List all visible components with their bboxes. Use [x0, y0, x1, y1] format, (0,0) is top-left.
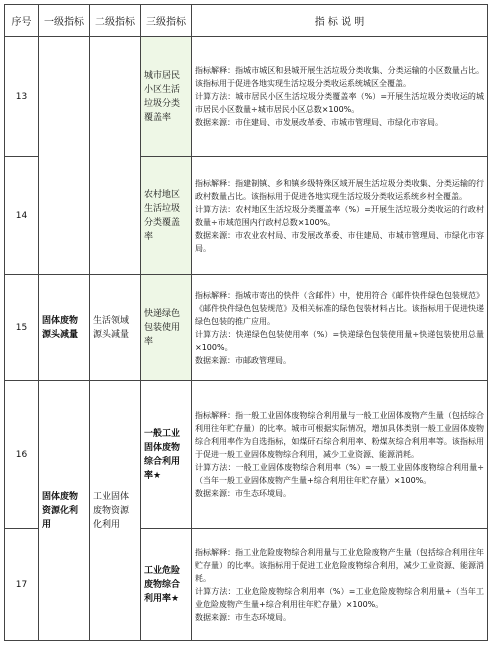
row-level1 — [39, 37, 90, 275]
desc-source: 数据来源：市邮政管理局。 — [195, 355, 291, 365]
row-description — [192, 275, 488, 381]
row-level1: 固体废物资源化利用 — [39, 381, 90, 641]
row-level1: 固体废物源头减量 — [39, 275, 90, 381]
desc-method: 计算方法：快递绿色包装使用率（%）=快递绿色包装使用量÷快递包装使用总量×100%。 — [195, 329, 484, 352]
indicator-table — [4, 4, 488, 641]
desc-method: 计算方法：城市居民小区生活垃圾分类覆盖率（%）=开展生活垃圾分类收运的城市居民小区数量÷城市居民小区总数×100%。 — [195, 92, 484, 114]
desc-source: 数据来源：市农业农村局、市发展改革委、市住建局、市城市管理局、市绿化市容局。 — [195, 230, 484, 253]
header-level2: 二级指标 — [90, 5, 141, 37]
desc-explain: 指标解释：指工业危险废物综合利用量与工业危险废物产生量（包括综合利用往年贮存量）的比率。该指标用于促进工业危险废物综合利用，减少工业资源、能源消耗。 — [195, 547, 484, 583]
row-seq: 14 — [5, 157, 39, 275]
desc-source: 数据来源：市住建局、市发展改革委、市城市管理局、市绿化市容局。 — [195, 118, 443, 127]
row-level3: 一般工业固体废物综合利用率★ — [141, 381, 192, 529]
desc-method: 计算方法：农村地区生活垃圾分类覆盖率（%）=开展生活垃圾分类收运的行政村数量÷市域范围内行政村总数×100%。 — [195, 204, 484, 227]
desc-source: 数据来源：市生态环境局。 — [195, 612, 291, 622]
row-level2: 工业固体废物资源化利用 — [90, 381, 141, 641]
table-header-row — [5, 5, 488, 37]
row-level2 — [90, 37, 141, 275]
desc-method: 计算方法：一般工业固体废物综合利用率（%）=一般工业固体废物综合利用量÷（当年一般工业固体废物产生量+综合利用往年贮存量）×100%。 — [195, 463, 484, 485]
row-description — [192, 157, 488, 275]
row-seq: 16 — [5, 381, 39, 529]
table-row — [5, 381, 488, 529]
desc-explain: 指标解释：指建制镇、乡和镇乡级特殊区域开展生活垃圾分类收集、分类运输的行政村数量占比。该指标用于促进各地实现生活垃圾分类收运系统乡村全覆盖。 — [195, 178, 484, 201]
row-level3: 快递绿色包装使用率 — [141, 275, 192, 381]
row-description — [192, 381, 488, 529]
row-description — [192, 37, 488, 157]
header-level3: 三级指标 — [141, 5, 192, 37]
desc-explain: 指标解释：指城市城区和县城开展生活垃圾分类收集、分类运输的小区数量占比。该指标用于促进各地实现生活垃圾分类收运系统城区全覆盖。 — [195, 66, 484, 88]
row-level3: 城市居民小区生活垃圾分类覆盖率 — [141, 37, 192, 157]
desc-explain: 指标解释：指城市寄出的快件（含邮件）中，使用符合《邮件快件绿色包装规范》《邮件快件绿色包装规范》及相关标准的绿色包装材料占比。该指标用于促进快递绿色包装的推广应用。 — [195, 290, 484, 326]
row-level3: 工业危险废物综合利用率★ — [141, 529, 192, 641]
desc-method: 计算方法：工业危险废物综合利用率（%）=工业危险废物综合利用量÷（当年工业危险废物产生量+综合利用往年贮存量）×100%。 — [195, 586, 484, 609]
row-description — [192, 529, 488, 641]
table-row — [5, 37, 488, 157]
header-desc: 指 标 说 明 — [192, 5, 488, 37]
row-seq: 15 — [5, 275, 39, 381]
header-level1: 一级指标 — [39, 5, 90, 37]
row-level3: 农村地区生活垃圾分类覆盖率 — [141, 157, 192, 275]
desc-source: 数据来源：市生态环境局。 — [195, 489, 291, 498]
table-row — [5, 275, 488, 381]
row-level2: 生活领域源头减量 — [90, 275, 141, 381]
header-seq: 序号 — [5, 5, 39, 37]
desc-explain: 指标解释：指一般工业固体废物综合利用量与一般工业固体废物产生量（包括综合利用往年贮存量）的比率。城市可根据实际情况，增加具体类别一般工业固体废物综合利用率作为自选指标，如煤矸石综合利用率、粉煤灰综合利用率等。该指标用于促进一般工业固体废物综合利用，减少工业资源、能源消耗。 — [195, 411, 484, 459]
row-seq: 13 — [5, 37, 39, 157]
row-seq: 17 — [5, 529, 39, 641]
